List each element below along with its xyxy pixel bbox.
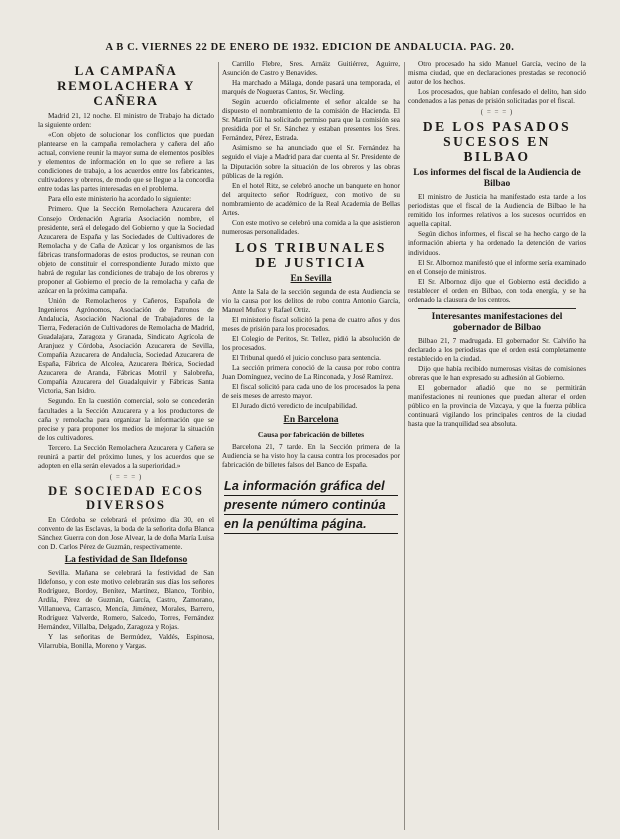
article-paragraph: Y las señoritas de Bermúdez, Valdés, Espinosa, Vilarrubia, Bonilla, Moreno y Vargas. (38, 633, 214, 651)
article-paragraph: El Colegio de Peritos, Sr. Tellez, pidió la absolución de los procesados. (222, 335, 400, 353)
column-middle (222, 60, 400, 830)
article-paragraph: Según acuerdo oficialmente el señor alcalde se ha dispuesto el nombramiento de la comisión de Hacienda. El Sr. Martín Gil ha solicitado permiso para que la comisión sea presidida por el Sr. Sánchez y estaban presentes los Sres. Fernández, Pérez, Estrada. (222, 98, 400, 143)
article-paragraph: El Jurado dictó veredicto de inculpabilidad. (232, 402, 358, 411)
article-paragraph: Ante la Sala de la sección segunda de esta Audiencia se vio la causa por los delitos de robo contra Antonio García, Manuel Muñoz y Rafael Ortiz. (222, 287, 400, 314)
article-paragraph: El Sr. Albornoz manifestó que el informe sería examinado en el Consejo de ministros. (408, 258, 586, 276)
promo-line: La información gráfica del (224, 479, 398, 496)
subhead-san-ildefonso: La festividad de San Ildefonso (64, 555, 188, 566)
article-paragraph: Madrid 21, 12 noche. El ministro de Trabajo ha dictado la siguiente orden: (38, 112, 214, 130)
article-paragraph: Con este motivo se celebró una comida a la que asistieron numerosas personalidades. (222, 218, 400, 236)
article-paragraph: El gobernador añadió que no se permitirán manifestaciones ni reuniones que puedan alterar el orden público en la provincia de Vizcaya, y que la fuerza pública continuará vigilando los principales centros de la ciudad hasta que la tranquilidad sea absoluta. (408, 384, 586, 429)
article-paragraph: El ministro de Justicia ha manifestado esta tarde a los periodistas que el fiscal de la Audiencia de Bilbao le ha remitido los informes relativos a los sucesos ocurridos en aquella capital. (408, 193, 586, 229)
article-paragraph: «Con objeto de solucionar los conflictos que puedan plantearse en la campaña remolachera y cañera del año actual, conviene reunir la mayor suma de elementos posibles y elementos de información en lo que se refiere a las condiciones de trabajo, a los acuerdos entre los fabricantes, cultivadores y obreros, de modo que se llegue a la concordia entre todas las partes interesadas en el problema. (38, 131, 214, 194)
subhead-gobernador: Interesantes manifestaciones del gobernador de Bilbao (431, 311, 563, 333)
article-paragraph: El ministerio fiscal solicitó la pena de cuatro años y dos meses de prisión para los procesados. (222, 316, 400, 334)
column-left (38, 60, 214, 830)
article-paragraph: Otro procesado ha sido Manuel García, vecino de la misma ciudad, que en declaraciones prestadas se reconoció autor de los hechos. (408, 60, 586, 87)
page-header: A B C. VIERNES 22 DE ENERO DE 1932. EDICION DE ANDALUCIA. PAG. 20. (105, 42, 515, 53)
headline-bilbao: DE LOS PASADOS SUCESOS EN BILBAO (422, 119, 572, 165)
ornament-divider: ( = = = ) (480, 108, 514, 117)
column-rule-right (404, 62, 405, 830)
subhead-barcelona: En Barcelona (283, 414, 339, 425)
headline-sociedad: DE SOCIEDAD ECOS DIVERSOS (48, 483, 204, 512)
article-paragraph: Primero. Que la Sección Remolachera Azucarera del Consejo Ordenación Agraria Asociación nombre, el presidente, será el delegado del Gobierno y que la Sociedad Azucarera de España y las Sociedades de Cultivadores de Remolacha y de Caña de Azúcar y los organismos de las fábricas transformadoras de estos productos, se reunan con objeto de constituir el correspondiente Jurado mixto que habrá de regular las condiciones de trabajo de los obreros y proponer al Gobierno el precio de la remolacha y caña de azúcar en la próxima campaña. (38, 205, 214, 295)
ornament-divider: ( = = = ) (109, 472, 143, 481)
article-paragraph: Segundo. En la cuestión comercial, solo se concederán facultades a la Sección Azucarera y a los productores de caña y remolacha para organizar la información que se precise y para proponer los medios de mejorar la situación de los cultivadores. (38, 397, 214, 442)
article-paragraph: Asimismo se ha anunciado que el Sr. Fernández ha seguido el viaje a Madrid para dar cuenta al Sr. Presidente de la Diputación sobre la situación de los obreros y las obras públicas de la región. (222, 144, 400, 180)
article-paragraph: Barcelona 21, 7 tarde. En la Sección primera de la Audiencia se ha visto hoy la causa contra los procesados por fabricación de billetes falsos del Banco de España. (222, 442, 400, 469)
article-paragraph: Tercero. La Sección Remolachera Azucarera y Cañera se reunirá a partir del próximo lunes, y los acuerdos que se adopten en ella serán elevados a la superioridad.» (38, 443, 214, 470)
article-paragraph: En Córdoba se celebrará el próximo día 30, en el convento de las Esclavas, la boda de la señorita doña Blanca Sánchez Guerra con don Jose Alvear, la de doña María Luisa con D. Carlos Pérez de Guzmán, respectivamente. (38, 515, 214, 551)
article-paragraph: Sevilla. Mañana se celebrará la festividad de San Ildefonso, y con este motivo celebrarán sus días los señores Rodríguez, Bordoy, Benítez, Martínez, Blanco, Toribio, Ardila, Pérez de Guzmán, García, Castro, Zamorano, Villanueva, Carrasco, Mencía, Jiménez, Morales, Barrero, Rodríguez Valverde, Romero, Salcedo, Torres, Fernández Hernández, Villalba, Delgado, Zaragoza y Rojas. (38, 569, 214, 632)
section-divider (418, 308, 576, 309)
article-paragraph: El fiscal solicitó para cada uno de los procesados la pena de seis meses de arresto mayor. (222, 383, 400, 401)
article-paragraph: Según dichos informes, el fiscal se ha hecho cargo de la información abierta y ha ordenado la detención de varios individuos. (408, 230, 586, 257)
promo-line: presente número continúa (224, 498, 398, 515)
article-paragraph: Para ello este ministerio ha acordado lo siguiente: (48, 195, 192, 204)
article-paragraph: En el hotel Ritz, se celebró anoche un banquete en honor del arquitecto señor Rodríguez, con motivo de su nombramiento de académico de la Real Academia de Bellas Artes. (222, 181, 400, 217)
article-paragraph: La sección primera conoció de la causa por robo contra Juan Domínguez, vecino de La Rinconada, y José Ramírez. (222, 364, 400, 382)
headline-campana: LA CAMPAÑA REMOLACHERA Y CAÑERA (57, 63, 195, 108)
column-rule-left (218, 62, 219, 830)
article-paragraph: Carrillo Flebre, Sres. Arnáiz Guitiérrez, Aguirre, Asunción de Castro y Benavides. (222, 60, 400, 78)
subhead-sevilla: En Sevilla (290, 273, 332, 284)
headline-tribunales: LOS TRIBUNALES DE JUSTICIA (235, 239, 387, 270)
article-paragraph: Bilbao 21, 7 madrugada. El gobernador Sr. Calviño ha declarado a los periodistas que el orden está completamente restablecido en la ciudad. (408, 336, 586, 363)
article-paragraph: El Sr. Albornoz dijo que el Gobierno está decidido a restablecer el orden en Bilbao, con toda energía, y se ha ordenado la clausura de los centros. (408, 277, 586, 304)
promo-line: en la penúltima página. (224, 517, 398, 534)
article-paragraph: Unión de Remolacheros y Cañeros, Española de Ingenieros Agrónomos, Asociación de Patronos de Andalucía, Asociación Nacional de Trabajadores de la Tierra, Federación de Cultivadores de Remolacha de Madrid, Guadalajara, Zaragoza y Granada, Sindicato Agrícola de Aranjuez y Córdoba, Asociación Azucarera de Sevilla, Compañía Azucarera de Andalucía, Sociedad Azucarera de España, Fábrica de Alcolea, Azucarera Ibérica, Sociedad Azucarera de Aranda, Fábricas Motril y Salobreña, Compañía Azucarera del Guadalquivir y Fábricas Santa Victoria, San Isidro. (38, 296, 214, 396)
article-paragraph: Dijo que había recibido numerosas visitas de comisiones obreras que le han expresado su adhesión al Gobierno. (408, 364, 586, 382)
article-paragraph: El Tribunal quedó el juicio concluso para sentencia. (232, 354, 381, 363)
subhead-billetes: Causa por fabricación de billetes (257, 429, 365, 439)
column-right (408, 60, 586, 830)
subhead-informes-fiscal: Los informes del fiscal de la Audiencia de Bilbao (413, 168, 581, 190)
promo-box (222, 476, 400, 539)
article-paragraph: Ha marchado a Málaga, donde pasará una temporada, el marqués de Nogueras Cantos, Sr. Wecling. (222, 79, 400, 97)
article-paragraph: Los procesados, que habían confesado el delito, han sido condenados a las penas de prisión solicitadas por el fiscal. (408, 88, 586, 106)
